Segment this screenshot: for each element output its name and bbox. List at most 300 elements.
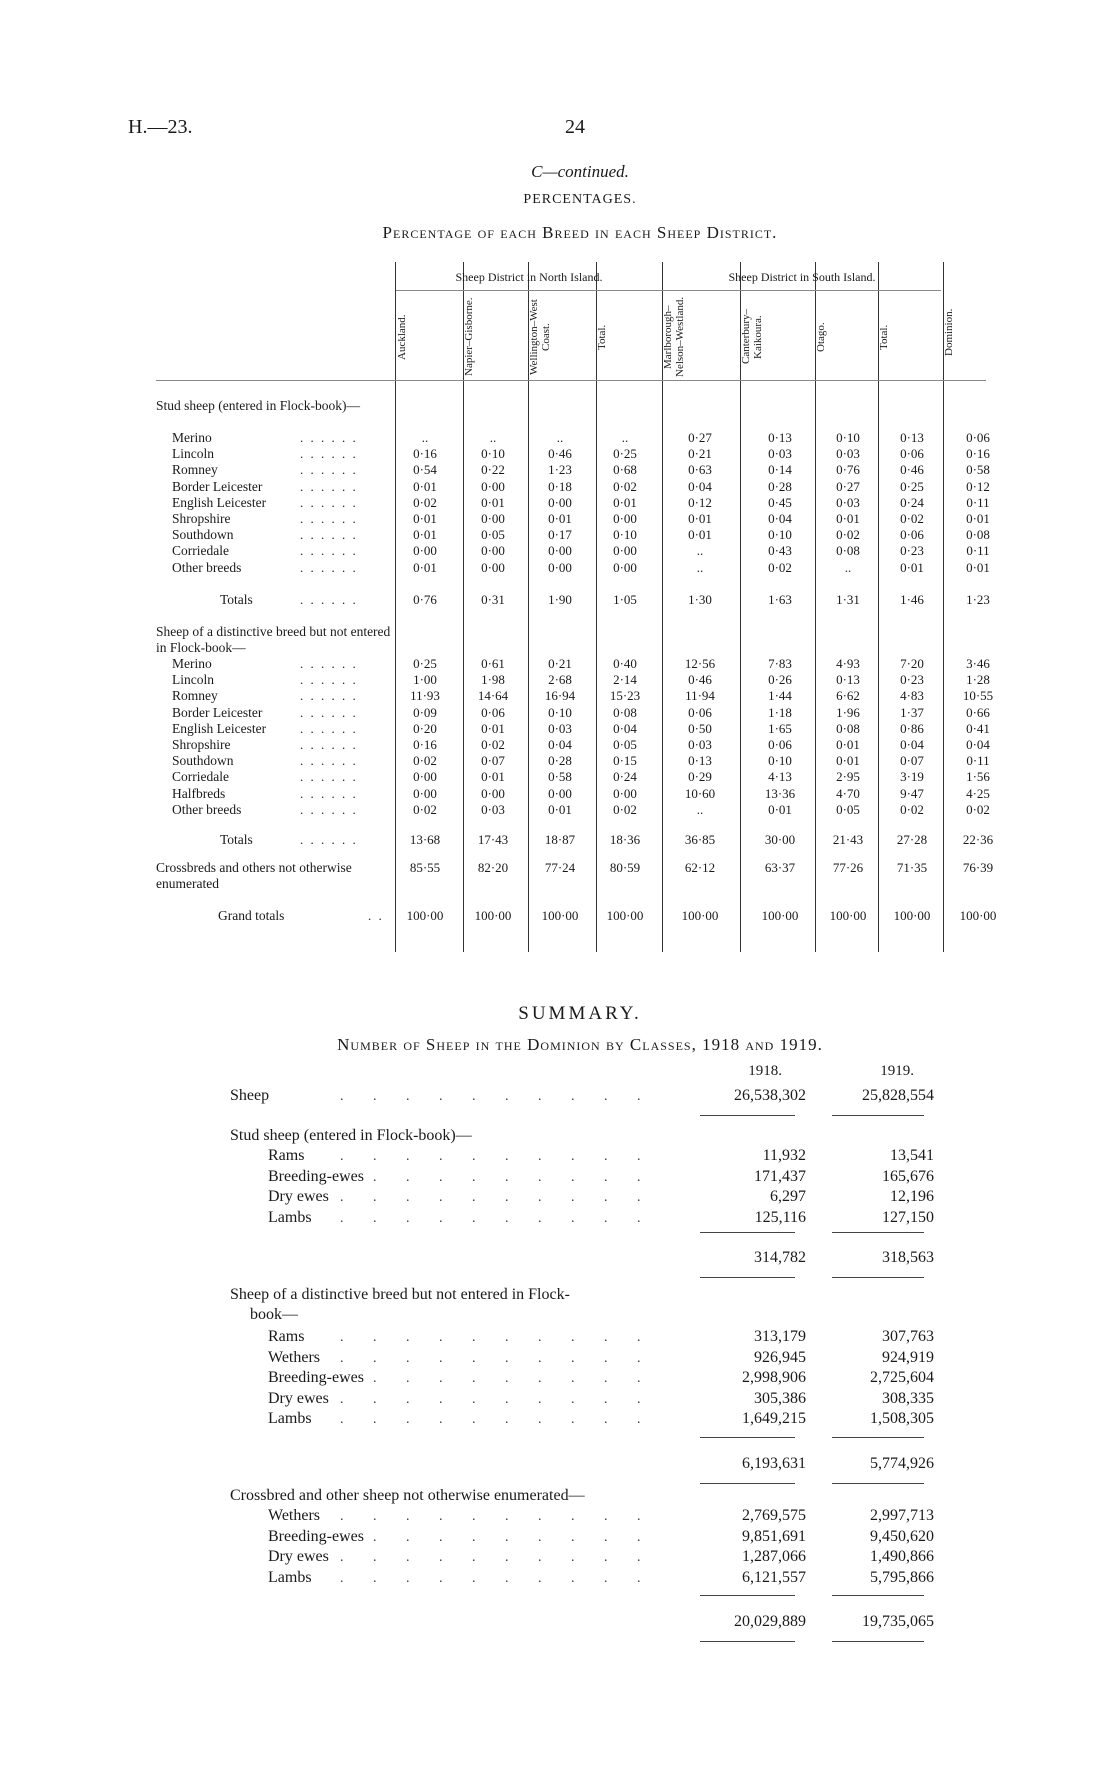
stud-row-value: 0·10: [481, 446, 505, 462]
distinct-row-value: 1·56: [966, 769, 990, 785]
distinct-row-leader: . . . . . .: [300, 656, 358, 671]
stud-row-value: 0·27: [688, 430, 712, 445]
distinct-row-value: 0·41: [966, 720, 990, 736]
distinct-summary-row-1919: 924,919: [882, 1348, 934, 1366]
stud-row-value: 0·08: [966, 527, 990, 543]
distinct-row-value: 0·06: [688, 704, 712, 720]
distinct-row-leader: . . . . . .: [300, 688, 358, 704]
distinct-row-value: 0·00: [413, 785, 437, 801]
distinct-row-label: Corriedale: [172, 769, 229, 785]
stud-row-value: 0·14: [768, 462, 792, 478]
stud-summary-row-1919: 12,196: [890, 1188, 934, 1205]
distinct-row-value: 4·83: [900, 688, 924, 704]
distinct-totals-value: 30·00: [764, 832, 796, 847]
rule: [832, 1641, 924, 1642]
distinct-summary-row-1918: 1,649,215: [742, 1410, 806, 1427]
crossbred-summary-row-1918: 1,287,066: [742, 1548, 806, 1565]
distinct-totals-value: 17·43: [477, 832, 509, 847]
distinct-row-value: 16·94: [544, 688, 576, 704]
stud-row-value: 0·00: [613, 543, 637, 559]
distinct-row-value: 0·03: [548, 720, 572, 736]
column-header-2: Napier–Gisborne.: [463, 297, 475, 377]
stud-row-value: 0·06: [966, 430, 990, 445]
distinct-summary-row-1918: 313,179: [754, 1328, 806, 1345]
distinct-row-label: Lincoln: [172, 672, 214, 688]
stud-row-value: 0·18: [548, 478, 572, 494]
north-group-header: Sheep District in North Island.: [455, 270, 603, 284]
stud-summary-row-1918: 11,932: [762, 1147, 806, 1164]
distinct-row-value: 0·61: [481, 656, 505, 671]
distinct-summary-heading-cont: book—: [250, 1306, 298, 1323]
crossbreds-value: 85·55: [409, 860, 441, 876]
distinct-row-value: 0·06: [768, 737, 792, 752]
rule: [700, 1483, 795, 1484]
distinct-row-value: 4·93: [836, 656, 860, 671]
distinct-totals-label: Totals: [220, 832, 253, 847]
stud-row-value: 0·16: [966, 446, 990, 462]
distinct-row-value: 0·15: [613, 753, 637, 769]
distinct-summary-heading: Sheep of a distinctive breed but not entered in Flock-: [230, 1286, 570, 1303]
distinct-row-value: 14·64: [477, 688, 509, 704]
stud-row-value: 0·01: [413, 511, 437, 526]
distinct-row-value: 0·02: [613, 801, 637, 817]
distinct-summary-row-label: Wethers: [268, 1348, 321, 1366]
distinct-row-value: 2·68: [548, 672, 572, 688]
stud-totals-value: 1·31: [836, 591, 860, 607]
stud-row-value: 0·17: [548, 527, 572, 543]
stud-row-value: 0·00: [548, 494, 572, 510]
distinct-row-value: 7·20: [900, 656, 924, 671]
stud-totals-value: 0·76: [413, 591, 437, 607]
header-rule: [156, 380, 986, 381]
distinct-summary-row-label: Rams: [268, 1328, 305, 1345]
distinct-row-value: 1·96: [836, 704, 860, 720]
crossbred-summary-row-label: Dry ewes: [268, 1548, 329, 1565]
distinct-summary-total-1918: 6,193,631: [742, 1454, 806, 1472]
year-1919: 1919.: [880, 1063, 914, 1079]
stud-row-leader: . . . . . .: [300, 430, 358, 445]
crossbred-summary-row-leader: . . . . . . . . . .: [340, 1529, 654, 1545]
distinct-heading: Sheep of a distinctive breed but not entered in Flock-book—: [156, 624, 391, 655]
distinct-row-value: 0·01: [768, 801, 792, 817]
crossbreds-value: 63·37: [764, 860, 796, 876]
distinct-row-value: 0·13: [688, 753, 712, 769]
distinct-row-value: 4·13: [768, 769, 792, 785]
stud-totals-value: 1·46: [900, 591, 924, 607]
column-header-5: Marlborough–Nelson–Westland.: [662, 296, 686, 378]
distinct-row-value: 0·01: [548, 801, 572, 817]
stud-row-value: ..: [696, 543, 704, 559]
column-header-6: Canterbury–Kaikoura.: [740, 309, 764, 365]
stud-row-value: 0·01: [413, 559, 437, 575]
distinct-row-value: 1·98: [481, 672, 505, 688]
distinct-summary-row-leader: . . . . . . . . . .: [340, 1330, 654, 1345]
distinct-row-value: 11·93: [410, 688, 440, 704]
stud-row-value: 0·25: [613, 446, 637, 462]
distinct-summary-row-leader: . . . . . . . . . .: [340, 1350, 654, 1366]
crossbred-summary-row-1918: 6,121,557: [742, 1568, 806, 1586]
distinct-summary-row-1918: 2,998,906: [742, 1369, 806, 1386]
distinct-summary-row-1919: 2,725,604: [870, 1369, 934, 1386]
stud-row-leader: . . . . . .: [300, 478, 358, 494]
distinct-row-value: 0·00: [548, 785, 572, 801]
crossbreds-label: Crossbreds and others not otherwise enumerated: [156, 860, 352, 892]
stud-row-value: 0·58: [966, 462, 990, 478]
distinct-summary-total-1919: 5,774,926: [870, 1454, 934, 1472]
stud-row-value: 0·63: [688, 462, 712, 478]
stud-row-value: 0·08: [836, 543, 860, 559]
distinct-row-value: 0·05: [836, 801, 860, 817]
sheep-total-leader: . . . . . . . . . .: [340, 1089, 654, 1104]
distinct-row-value: 0·16: [413, 737, 437, 752]
stud-totals-leader: . . . . . .: [300, 591, 358, 607]
summary-title: SUMMARY.: [518, 1003, 642, 1024]
stud-row-value: 0·01: [966, 559, 990, 575]
stud-row-value: 0·12: [688, 494, 712, 510]
distinct-row-value: 1·18: [768, 704, 792, 720]
stud-row-value: 0·01: [900, 559, 924, 575]
stud-row-value: 0·68: [613, 462, 637, 478]
grand-totals-value: 100·00: [893, 908, 931, 924]
stud-row-value: 0·05: [481, 527, 505, 543]
distinct-summary-row-label: Dry ewes: [268, 1389, 329, 1407]
distinct-row-leader: . . . . . .: [300, 801, 358, 817]
distinct-row-value: 0·58: [548, 769, 572, 785]
stud-row-value: 0·00: [613, 559, 637, 575]
distinct-row-value: 0·66: [966, 704, 990, 720]
column-header-1: Auckland.: [396, 314, 408, 360]
distinct-row-value: 0·01: [481, 720, 505, 736]
crossbred-summary-total-1918: 20,029,889: [734, 1613, 806, 1630]
crossbred-summary-total-1919: 19,735,065: [862, 1613, 934, 1630]
distinct-row-value: 0·04: [900, 737, 924, 752]
stud-row-value: 0·00: [481, 543, 505, 559]
rule: [700, 1437, 795, 1438]
stud-row-value: 0·04: [688, 478, 712, 494]
stud-row-value: 0·01: [836, 511, 860, 526]
stud-row-value: 0·01: [481, 494, 505, 510]
stud-row-value: 0·10: [836, 430, 860, 445]
summary-subtitle-text: Number of Sheep in the Dominion by Classes, 1918 and 1919.: [337, 1035, 823, 1054]
distinct-row-value: 10·60: [684, 785, 716, 801]
stud-row-label: Southdown: [172, 527, 234, 543]
stud-row-value: 0·03: [836, 494, 860, 510]
crossbreds-value: 77·26: [832, 860, 864, 876]
crossbred-summary-row-1919: 1,490,866: [870, 1548, 934, 1565]
stud-row-leader: . . . . . .: [300, 511, 358, 526]
stud-totals-value: 1·90: [548, 591, 572, 607]
continued-heading: C—continued.: [531, 162, 629, 181]
distinct-row-leader: . . . . . .: [300, 704, 358, 720]
distinct-row-value: 0·86: [900, 720, 924, 736]
stud-row-value: 0·16: [413, 446, 437, 462]
distinct-row-value: 0·07: [900, 753, 924, 769]
distinct-row-value: 0·01: [836, 737, 860, 752]
rule: [832, 1232, 924, 1233]
distinct-row-value: 3·19: [900, 769, 924, 785]
grand-totals-value: 100·00: [406, 908, 444, 924]
distinct-row-value: 0·03: [688, 737, 712, 752]
stud-summary-row-1918: 6,297: [770, 1188, 806, 1205]
table-title: [0, 223, 1114, 243]
group-rule: [396, 290, 941, 291]
grand-totals-value: 100·00: [474, 908, 512, 924]
stud-summary-row-1918: 171,437: [754, 1167, 806, 1185]
distinct-row-label: English Leicester: [172, 720, 267, 736]
stud-summary-row-leader: . . . . . . . . . .: [340, 1169, 654, 1185]
column-header-8: Total.: [878, 324, 890, 350]
stud-totals-value: 1·30: [688, 591, 712, 607]
stud-row-value: 0·12: [966, 478, 990, 494]
stud-summary-heading: Stud sheep (entered in Flock-book)—: [230, 1127, 472, 1144]
stud-row-value: 0·00: [548, 559, 572, 575]
grand-totals-value: 100·00: [681, 908, 719, 924]
stud-row-value: 0·45: [768, 494, 792, 510]
sheep-total-label: Sheep: [230, 1087, 270, 1104]
stud-row-value: 0·23: [900, 543, 924, 559]
column-header-9: Dominion.: [943, 308, 955, 356]
stud-row-value: ..: [621, 430, 629, 445]
distinct-summary-row-1918: 926,945: [754, 1348, 806, 1366]
distinct-row-value: 2·95: [836, 769, 860, 785]
rule: [832, 1437, 924, 1438]
stud-row-value: 0·43: [768, 543, 792, 559]
distinct-row-value: 11·94: [685, 688, 715, 704]
stud-totals-value: 1·05: [613, 591, 637, 607]
stud-row-value: 0·01: [688, 511, 712, 526]
stud-row-value: 0·13: [900, 430, 924, 445]
distinct-row-value: 9·47: [900, 785, 924, 801]
crossbreds-value: 71·35: [896, 860, 928, 876]
crossbred-summary-row-label: Wethers: [268, 1507, 321, 1524]
distinct-row-value: 0·11: [966, 753, 990, 769]
distinct-totals-value: 13·68: [409, 832, 441, 847]
crossbreds-value: 80·59: [609, 860, 641, 876]
stud-row-value: ..: [489, 430, 497, 445]
distinct-row-value: 0·07: [481, 753, 505, 769]
distinct-row-label: Shropshire: [172, 737, 231, 752]
distinct-row-value: 0·00: [481, 785, 505, 801]
grand-totals-value: 100·00: [959, 908, 997, 924]
stud-row-value: 0·03: [836, 446, 860, 462]
stud-row-value: 0·11: [966, 494, 990, 510]
crossbred-summary-row-1919: 2,997,713: [870, 1507, 934, 1524]
stud-heading: Stud sheep (entered in Flock-book)—: [156, 398, 360, 413]
sheep-total-1918: 26,538,302: [734, 1087, 806, 1104]
distinct-row-value: 1·28: [966, 672, 990, 688]
stud-row-value: 0·13: [768, 430, 792, 445]
distinct-row-value: 0·29: [688, 769, 712, 785]
distinct-row-value: 0·00: [613, 785, 637, 801]
crossbred-summary-row-leader: . . . . . . . . . .: [340, 1550, 654, 1565]
stud-row-label: Corriedale: [172, 543, 229, 559]
stud-row-value: 0·54: [413, 462, 437, 478]
distinct-totals-value: 18·36: [609, 832, 641, 847]
stud-row-value: 0·02: [836, 527, 860, 543]
report-code: H.—23.: [128, 116, 193, 138]
rule: [832, 1277, 924, 1278]
distinct-totals-value: 36·85: [684, 832, 716, 847]
distinct-row-value: 4·25: [966, 785, 990, 801]
stud-row-value: 0·00: [481, 559, 505, 575]
distinct-row-value: 0·08: [613, 704, 637, 720]
distinct-row-value: 0·23: [900, 672, 924, 688]
stud-row-leader: . . . . . .: [300, 462, 358, 478]
distinct-row-value: 6·62: [836, 688, 860, 704]
distinct-row-value: 0·02: [481, 737, 505, 752]
distinct-row-leader: . . . . . .: [300, 720, 358, 736]
distinct-row-label: Halfbreds: [172, 785, 226, 801]
crossbreds-value: 77·24: [544, 860, 576, 876]
stud-row-value: 0·46: [548, 446, 572, 462]
distinct-row-value: 0·01: [836, 753, 860, 769]
distinct-summary-row-1919: 307,763: [882, 1328, 934, 1345]
stud-row-label: Merino: [172, 430, 212, 445]
grand-totals-leader: . .: [368, 908, 384, 924]
distinct-row-value: 0·10: [548, 704, 572, 720]
distinct-row-value: 0·02: [413, 753, 437, 769]
stud-row-value: 0·02: [613, 478, 637, 494]
distinct-row-value: ..: [696, 801, 704, 817]
distinct-row-value: 1·37: [900, 704, 924, 720]
distinct-row-value: 0·40: [613, 656, 637, 671]
distinct-row-value: 0·28: [548, 753, 572, 769]
distinct-row-value: 0·03: [481, 801, 505, 817]
distinct-row-leader: . . . . . .: [300, 753, 358, 769]
distinct-row-value: 0·21: [548, 656, 572, 671]
distinct-row-value: 0·04: [613, 720, 637, 736]
distinct-summary-row-label: Breeding-ewes: [268, 1369, 364, 1386]
stud-summary-row-label: Rams: [268, 1147, 305, 1164]
stud-row-value: 0·02: [768, 559, 792, 575]
distinct-row-value: 0·10: [768, 753, 792, 769]
distinct-row-value: 0·01: [481, 769, 505, 785]
stud-row-value: 0·02: [900, 511, 924, 526]
distinct-row-value: 13·36: [764, 785, 796, 801]
percentages-heading: PERCENTAGES.: [523, 192, 637, 207]
distinct-summary-row-1919: 308,335: [882, 1389, 934, 1407]
stud-row-leader: . . . . . .: [300, 527, 358, 543]
year-1918: 1918.: [748, 1063, 782, 1079]
crossbred-summary-row-1919: 9,450,620: [870, 1527, 934, 1545]
stud-row-label: English Leicester: [172, 494, 267, 510]
distinct-summary-row-leader: . . . . . . . . . .: [340, 1371, 654, 1386]
stud-row-value: 0·01: [688, 527, 712, 543]
distinct-row-value: 0·08: [836, 720, 860, 736]
grand-totals-value: 100·00: [606, 908, 644, 924]
stud-row-value: 0·00: [548, 543, 572, 559]
stud-totals-label: Totals: [220, 591, 253, 607]
distinct-row-value: 3·46: [966, 656, 990, 671]
distinct-row-value: 0·06: [481, 704, 505, 720]
distinct-row-value: 12·56: [684, 656, 716, 671]
stud-row-value: ..: [421, 430, 429, 445]
stud-summary-row-1919: 127,150: [882, 1208, 934, 1226]
stud-row-value: 0·21: [688, 446, 712, 462]
stud-totals-value: 1·23: [966, 591, 990, 607]
stud-summary-total-1919: 318,563: [882, 1249, 934, 1266]
crossbred-summary-row-leader: . . . . . . . . . .: [340, 1570, 654, 1586]
distinct-row-label: Southdown: [172, 753, 234, 769]
distinct-summary-row-1918: 305,386: [754, 1389, 806, 1407]
grand-totals-value: 100·00: [761, 908, 799, 924]
stud-totals-value: 1·63: [768, 591, 792, 607]
distinct-summary-row-leader: . . . . . . . . . .: [340, 1391, 654, 1407]
stud-summary-row-1919: 13,541: [890, 1147, 934, 1164]
distinct-row-value: 2·14: [613, 672, 637, 688]
rule: [832, 1595, 924, 1596]
distinct-row-leader: . . . . . .: [300, 737, 358, 752]
crossbred-summary-row-1919: 5,795,866: [870, 1568, 934, 1586]
rule: [832, 1115, 924, 1116]
distinct-row-leader: . . . . . .: [300, 785, 358, 801]
stud-row-value: 0·06: [900, 527, 924, 543]
stud-row-value: 0·00: [481, 511, 505, 526]
distinct-row-value: 0·02: [900, 801, 924, 817]
distinct-totals-value: 18·87: [544, 832, 576, 847]
distinct-summary-row-1919: 1,508,305: [870, 1410, 934, 1427]
crossbred-summary-heading: Crossbred and other sheep not otherwise enumerated—: [230, 1487, 585, 1504]
rule: [700, 1641, 795, 1642]
stud-summary-row-label: Breeding-ewes: [268, 1167, 364, 1185]
distinct-row-value: 0·13: [836, 672, 860, 688]
distinct-row-label: Romney: [172, 688, 218, 704]
stud-row-value: 0·11: [966, 543, 990, 559]
distinct-summary-row-label: Lambs: [268, 1410, 312, 1427]
stud-totals-value: 0·31: [481, 591, 505, 607]
rule: [832, 1483, 924, 1484]
distinct-row-label: Other breeds: [172, 801, 242, 817]
stud-row-value: 0·00: [481, 478, 505, 494]
stud-row-value: 0·06: [900, 446, 924, 462]
stud-summary-row-1918: 125,116: [754, 1208, 806, 1226]
stud-row-value: 0·24: [900, 494, 924, 510]
distinct-row-label: Border Leicester: [172, 704, 263, 720]
stud-row-value: 0·00: [613, 511, 637, 526]
distinct-row-value: 4·70: [836, 785, 860, 801]
stud-summary-row-label: Dry ewes: [268, 1188, 329, 1205]
distinct-row-leader: . . . . . .: [300, 769, 358, 785]
stud-row-value: 0·10: [613, 527, 637, 543]
stud-row-value: 0·01: [966, 511, 990, 526]
distinct-row-value: 0·26: [768, 672, 792, 688]
stud-row-label: Border Leicester: [172, 478, 263, 494]
crossbred-summary-row-leader: . . . . . . . . . .: [340, 1509, 654, 1524]
stud-row-value: 1·23: [548, 462, 572, 478]
stud-row-value: 0·01: [413, 527, 437, 543]
stud-summary-row-1919: 165,676: [882, 1167, 934, 1185]
crossbred-summary-row-1918: 9,851,691: [742, 1527, 806, 1545]
table-title-text: Percentage of each Breed in each Sheep District.: [382, 223, 778, 242]
stud-row-value: 0·03: [768, 446, 792, 462]
distinct-row-value: 0·04: [548, 737, 572, 752]
stud-summary-row-leader: . . . . . . . . . .: [340, 1149, 654, 1164]
stud-row-value: 0·01: [613, 494, 637, 510]
summary-subtitle: [0, 1035, 1114, 1055]
distinct-row-value: 0·02: [413, 801, 437, 817]
stud-row-value: 0·10: [768, 527, 792, 543]
page-number: 24: [565, 116, 585, 138]
stud-row-label: Romney: [172, 462, 218, 478]
distinct-row-value: 15·23: [609, 688, 641, 704]
crossbreds-value: 82·20: [477, 860, 509, 876]
stud-row-leader: . . . . . .: [300, 446, 358, 462]
distinct-totals-value: 21·43: [832, 832, 864, 847]
distinct-row-value: 0·25: [413, 656, 437, 671]
crossbreds-value: 62·12: [684, 860, 716, 876]
distinct-row-value: 0·50: [688, 720, 712, 736]
south-group-header: Sheep District in South Island.: [728, 270, 876, 284]
